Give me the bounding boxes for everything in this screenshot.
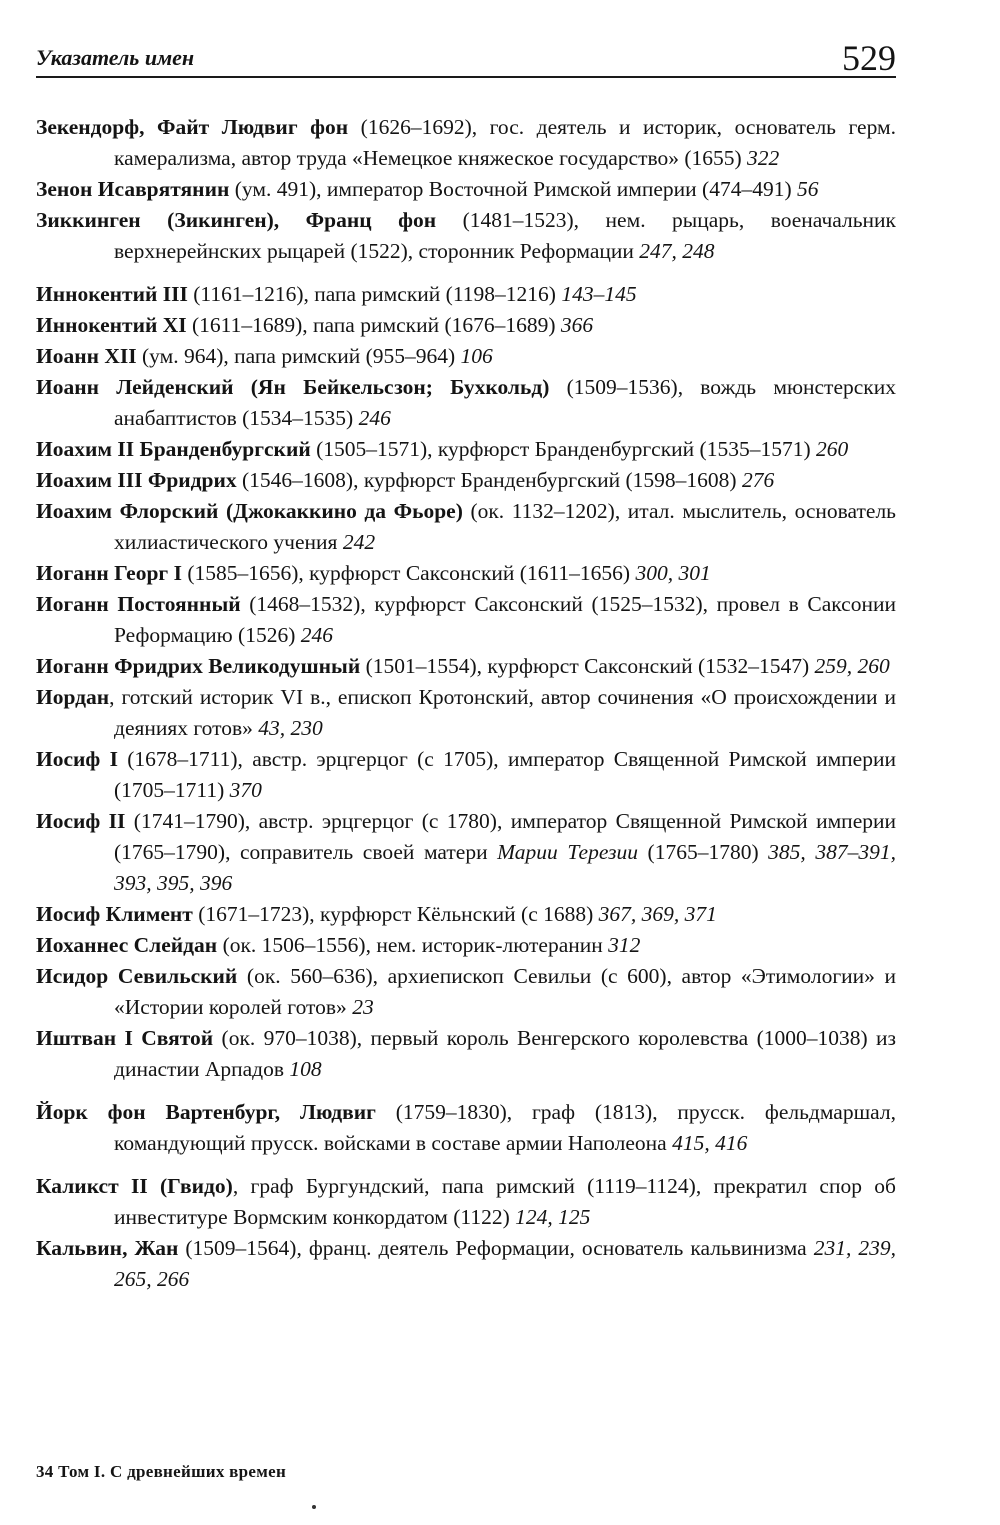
index-entry	[36, 372, 896, 434]
entry-description: (ум. 964), папа римский (955–964)	[136, 344, 461, 368]
index-entry	[36, 112, 896, 174]
index-entry	[36, 465, 896, 496]
entry-description: (ок. 1506–1556), нем. историк-лютеранин	[217, 933, 609, 957]
entry-description: (1678–1711), австр. эрцгерцог (с 1705), император Священной Римской империи (1705–1711)	[114, 747, 896, 802]
entry-name: Иосиф Климент	[36, 902, 193, 926]
entry-name: Иштван I Святой	[36, 1026, 214, 1050]
entry-description: (1585–1656), курфюрст Саксонский (1611–1656)	[181, 561, 636, 585]
entry-description-cont: (1765–1780)	[637, 840, 769, 864]
index-entry	[36, 205, 896, 267]
entry-page-refs: 246	[358, 406, 391, 430]
entry-description: (1505–1571), курфюрст Бранденбургский (1535–1571)	[310, 437, 817, 461]
entry-description: (ок. 560–636), архиепископ Севильи (с 600), автор «Этимологии» и «Истории королей готов»	[114, 964, 896, 1019]
index-entry	[36, 682, 896, 744]
entry-name: Иоахим III Фридрих	[36, 468, 237, 492]
index-entry	[36, 341, 896, 372]
entry-name: Йорк фон Вартенбург, Людвиг	[36, 1100, 376, 1124]
index-entry	[36, 496, 896, 558]
entry-description: (1509–1564), франц. деятель Реформации, основатель кальвинизма	[178, 1236, 814, 1260]
entry-page-refs: 385, 387–391, 393, 395, 396	[114, 840, 896, 895]
entry-page-refs: 108	[289, 1057, 322, 1081]
index-entry	[36, 310, 896, 341]
entry-name: Иоанн Лейденский (Ян Бейкельсзон; Бухкольд)	[36, 375, 550, 399]
page-number: 529	[842, 38, 896, 78]
entry-name: Иоахим II Бранденбургский	[36, 437, 311, 461]
index-entry	[36, 434, 896, 465]
entry-page-refs: 43, 230	[258, 716, 323, 740]
index-entry	[36, 589, 896, 651]
entry-page-refs: 246	[300, 623, 333, 647]
entry-name: Зенон Исаврятянин	[36, 177, 230, 201]
entry-description: (1501–1554), курфюрст Саксонский (1532–1547)	[360, 654, 815, 678]
entry-description: (ум. 491), император Восточной Римской империи (474–491)	[229, 177, 798, 201]
index-entry	[36, 174, 896, 205]
entry-name: Иордан	[36, 685, 110, 709]
entry-page-refs: 56	[797, 177, 819, 201]
entry-page-refs: 124, 125	[515, 1205, 591, 1229]
printer-signature: 34 Том I. С древнейших времен	[36, 1462, 287, 1481]
index-entry	[36, 961, 896, 1023]
entry-name: Зекендорф, Файт Людвиг фон	[36, 115, 349, 139]
entry-description: (1626–1692), гос. деятель и историк, основатель герм. камерализма, автор труда «Немецкое княжеское государство» (1655)	[114, 115, 896, 170]
entry-name: Иоханнес Слейдан	[36, 933, 218, 957]
entry-page-refs: 242	[342, 530, 376, 554]
print-mark	[312, 1505, 316, 1509]
entry-name: Иосиф II	[36, 809, 126, 833]
index-entry	[36, 930, 896, 961]
entry-page-refs: 370	[229, 778, 262, 802]
index-entry	[36, 1233, 896, 1295]
entry-cross-reference: Марии Терезии	[497, 840, 638, 864]
entry-description: (ок. 970–1038), первый король Венгерского королевства (1000–1038) из династии Арпадов	[114, 1026, 896, 1081]
entry-name: Зиккинген (Зикинген), Франц фон	[36, 208, 437, 232]
entry-description: (1611–1689), папа римский (1676–1689)	[186, 313, 561, 337]
index-entry	[36, 744, 896, 806]
index-entry	[36, 1171, 896, 1233]
entry-description: (1546–1608), курфюрст Бранденбургский (1598–1608)	[236, 468, 742, 492]
entry-name: Иоахим Флорский (Джокаккино да Фьоре)	[36, 499, 463, 523]
entry-name: Иннокентий XI	[36, 313, 187, 337]
entry-description: (1509–1536), вождь мюнстерских анабаптистов (1534–1535)	[114, 375, 896, 430]
index-entry	[36, 558, 896, 589]
entry-page-refs: 366	[560, 313, 594, 337]
index-entry	[36, 279, 896, 310]
index-entries	[36, 112, 896, 1295]
entry-page-refs: 23	[352, 995, 374, 1019]
entry-page-refs: 300, 301	[635, 561, 711, 585]
entry-page-refs: 231, 239, 265, 266	[114, 1236, 896, 1291]
index-entry	[36, 651, 896, 682]
entry-name: Каликст II (Гвидо)	[36, 1174, 233, 1198]
entry-description: (1741–1790), австр. эрцгерцог (с 1780), император Священной Римской империи (1765–1790), соправитель своей матери	[114, 809, 896, 864]
index-entry	[36, 899, 896, 930]
entry-name: Иоганн Георг I	[36, 561, 182, 585]
entry-page-refs: 312	[608, 933, 641, 957]
entry-name: Иоанн XII	[36, 344, 137, 368]
index-entry	[36, 806, 896, 899]
running-title: Указатель имен	[36, 45, 195, 70]
entry-page-refs: 143–145	[561, 282, 637, 306]
entry-description: , граф Бургундский, папа римский (1119–1124), прекратил спор об инвеституре Вормским конкордатом (1122)	[114, 1174, 896, 1229]
entry-description: (1671–1723), курфюрст Кёльнский (с 1688)	[192, 902, 599, 926]
entry-page-refs: 106	[460, 344, 493, 368]
entry-description: (1161–1216), папа римский (1198–1216)	[187, 282, 562, 306]
index-entry	[36, 1097, 896, 1159]
entry-page-refs: 322	[747, 146, 780, 170]
entry-name: Кальвин, Жан	[36, 1236, 179, 1260]
entry-description: , готский историк VI в., епископ Кротонский, автор сочинения «О происхождении и деяниях готов»	[109, 685, 896, 740]
entry-page-refs: 367, 369, 371	[598, 902, 717, 926]
entry-name: Иоганн Постоянный	[36, 592, 241, 616]
entry-name: Иоганн Фридрих Великодушный	[36, 654, 361, 678]
index-entry	[36, 1023, 896, 1085]
entry-name: Иннокентий III	[36, 282, 188, 306]
entry-description: (ок. 1132–1202), итал. мыслитель, основатель хилиастического учения	[114, 499, 896, 554]
entry-name: Исидор Севильский	[36, 964, 238, 988]
entry-description: (1759–1830), граф (1813), прусск. фельдмаршал, командующий прусск. войсками в составе армии Наполеона	[114, 1100, 896, 1155]
entry-page-refs: 276	[741, 468, 775, 492]
entry-page-refs: 247, 248	[639, 239, 715, 263]
entry-page-refs: 415, 416	[672, 1131, 748, 1155]
entry-description: (1481–1523), нем. рыцарь, военачальник верхнерейнских рыцарей (1522), сторонник Реформации	[114, 208, 896, 263]
running-header	[36, 28, 896, 78]
entry-name: Иосиф I	[36, 747, 118, 771]
entry-description: (1468–1532), курфюрст Саксонский (1525–1532), провел в Саксонии Реформацию (1526)	[114, 592, 896, 647]
entry-page-refs: 259, 260	[814, 654, 890, 678]
entry-page-refs: 260	[816, 437, 849, 461]
